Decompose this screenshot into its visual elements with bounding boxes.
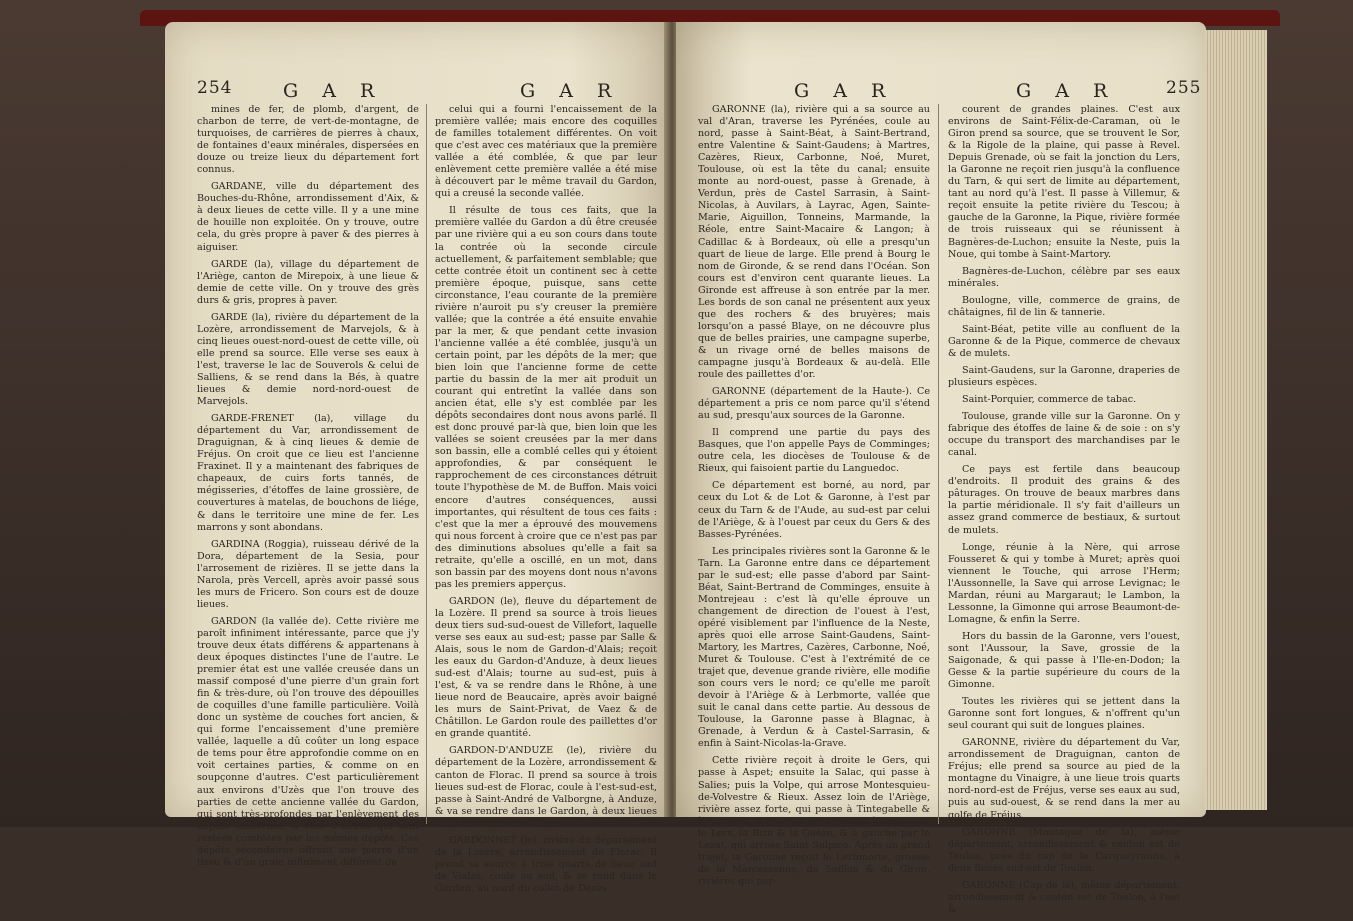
entry-gardonnet: GARDONNET (le), rivière du département de la Lozère, arrondissement de Florac. Il prend sa source à trois quarts de lieue sud de Vialas, coule au sud, & se rend dans le Gardon, au nord du collet de Dezès. <box>435 834 657 894</box>
entry-paragraph: Boulogne, ville, commerce de grains, de châtaignes, fil de lin & tannerie. <box>948 294 1180 318</box>
entry-garde-village: GARDE (la), village du département de l'Ariège, canton de Mirepoix, à une lieue & demie de cette ville. On y trouve des grès durs & gris, propres à paver. <box>197 258 419 306</box>
running-header-left-2: G A R <box>520 80 621 102</box>
entry-gardina: GARDINA (Roggia), ruisseau dérivé de la Dora, département de la Sesia, pour l'arrosement de rizières. Il se jette dans la Narola, près Vercell, après avoir passé sous les murs de Fricero. Son cours est de douze lieues. <box>197 538 419 610</box>
entry-paragraph: Ce pays est fertile dans beaucoup d'endroits. Il produit des grains & des pâturages. On trouve de beaux marbres dans la partie méridionale. Il s'y fait d'ailleurs un assez grand commerce de bestiaux, & surtout de mulets. <box>948 464 1180 536</box>
entry-garonne-var: GARONNE, rivière du département du Var, arrondissement de Draguignan, canton de Fréjus; elle prend sa source au pied de la montagne du Vinaigre, à une lieue trois quarts nord-nord-est de Fréjus, verse ses eaux au sud, puis au sud-ouest, & se rend dans la mer au golfe de Fréjus. <box>948 737 1180 821</box>
entry-paragraph: mines de fer, de plomb, d'argent, de charbon de terre, de vert-de-montagne, de turquoises, de carrières de pierres à chaux, de fontaines d'eaux minérales, dispersées en douze ou treize lieux du département fort connus. <box>197 104 419 176</box>
right-page-column-2 <box>948 104 1180 921</box>
entry-paragraph: celui qui a fourni l'encaissement de la première vallée; mais encore des coquilles de familles totalement différentes. On voit que c'est avec ces matériaux que la première vallée a été comblée, & que par leur enlèvement cette première vallée a été mise à découvert par le même travail du Gardon, qui a creusé la seconde vallée. <box>435 104 657 200</box>
column-divider-right <box>938 104 939 824</box>
left-page-column-2 <box>435 104 657 900</box>
entry-paragraph: Cette rivière reçoit à droite le Gers, qui passe à Aspet; ensuite la Salac, qui passe à Salies; puis la Volpe, qui arrose Montesquieu-de-Volvestre & Rieux. Assez loin de l'Ariège, rivière assez forte, qui passe à Tintegabelle & à Auterive, & qui se trouve grossie à droite par le Lers, la Bize & la Guèze, & à gauche par le Lezat, qui arrose Saint-Sulpice. Après un grand trajet, la Garonne reçoit le Lerbmorte, grossie de la Marcassonne, du Seillon & du Giron, rivières qui par- <box>698 755 930 887</box>
running-header-left-1: G A R <box>283 80 384 102</box>
entry-garde-riviere: GARDE (la), rivière du département de la Lozère, arrondissement de Marvejols, & à cinq lieues ouest-nord-ouest de cette ville, où elle prend sa source. Elle verse ses eaux à l'est, traverse le lac de Souverols & celui de Salliens, & se rend dans la Bés, à quatre lieues & demie nord-nord-ouest de Marvejols. <box>197 311 419 408</box>
entry-paragraph: Il résulte de tous ces faits, que la première vallée du Gardon a dû être creusée par une rivière qui a eu son cours dans toute la contrée où la seconde circule actuellement, & parfaitement semblable; que cette contrée étoit un continent sec à cette première époque, puisque, sans cette circonstance, l'eau courante de la première rivière n'auroit pu s'y creuser la première vallée; que la contrée a été ensuite envahie par la mer, & que pendant cette invasion l'ancienne vallée a été comblée, jusqu'à un certain point, par les dépôts de la mer; que bien loin que l'ancienne forme de cette partie du bassin de la mer ait produit un courant qui entretînt la vallée dans son ancien état, elle s'y est comblée par les dépôts secondaires dont nous avons parlé. Il est donc prouvé par-là que, bien loin que les vallées se soient creusées par la mer dans son bassin, elle a comblé celles qui y étoient approfondies, & par conséquent le rapprochement de ces circonstances détruit toute l'hypothèse de M. de Buffon. Mais voici encore d'autres conséquences, aussi importantes, qui résultent de tous ces faits : c'est que la mer a éprouvé des mouvemens qui nous forcent à croire que ce n'est pas par des diminutions absolues qu'elle a fait sa retraite, qu'elle a oscillé, en un mot, dans son bassin par des moyens dont nous n'avons pas les premiers apperçus. <box>435 205 657 590</box>
entry-paragraph: Hors du bassin de la Garonne, vers l'ouest, sont l'Aussour, la Save, grossie de la Saigonade, & qui passe à l'Ile-en-Dodon; la Gesse & la partie supérieure du cours de la Gimonne. <box>948 630 1180 691</box>
left-page <box>165 22 670 894</box>
page-number-left: 254 <box>197 78 233 98</box>
left-page-column-1 <box>197 104 419 874</box>
right-page-column-1 <box>698 104 930 893</box>
entry-paragraph: Il comprend une partie du pays des Basques, que l'on appelle Pays de Comminges; outre cela, les diocèses de Toulouse & de Rieux, qui faisoient partie du Languedoc. <box>698 427 930 475</box>
entry-paragraph: Saint-Béat, petite ville au confluent de la Garonne & de la Pique, commerce de chevaux & de mulets. <box>948 323 1180 359</box>
running-header-right-2: G A R <box>1016 80 1117 102</box>
entry-paragraph: Toulouse, grande ville sur la Garonne. On y fabrique des étoffes de laine & de soie : on s'y occupe du transport des marchandises par le canal. <box>948 411 1180 459</box>
entry-paragraph: Ce département est borné, au nord, par ceux du Lot & de Lot & Garonne, à l'est par ceux du Tarn & de l'Aude, au sud-est par celui de l'Ariège, & à l'ouest par ceux du Gers & des Basses-Pyrénées. <box>698 480 930 540</box>
entry-paragraph: Saint-Gaudens, sur la Garonne, draperies de plusieurs espèces. <box>948 364 1180 388</box>
entry-paragraph: Saint-Porquier, commerce de tabac. <box>962 394 1137 406</box>
entry-gardane: GARDANE, ville du département des Bouches-du-Rhône, arrondissement d'Aix, & à deux lieues de cette ville. Il y a une mine de houille non exploitée. On y trouve, outre cela, du grès propre à paver & des pierres à aiguiser. <box>197 181 419 253</box>
column-divider-left <box>426 104 427 824</box>
page-edges <box>1205 30 1267 810</box>
entry-gardon-anduze: GARDON-D'ANDUZE (le), rivière du département de la Lozère, arrondissement & canton de Florac. Il prend sa source à trois lieues sud-est de Florac, coule à l'est-sud-est, passe à Saint-André de Valborgne, à Anduze, & va se rendre dans le Gardon, à deux lieues deux tiers sud-est d'Alais. <box>435 745 657 829</box>
entry-paragraph: Les principales rivières sont la Garonne & le Tarn. La Garonne entre dans ce département par le sud-est; elle passe d'abord par Saint-Béat, Saint-Bertrand de Comminges, ensuite à Montrejeau : c'est là qu'elle éprouve un changement de direction de l'ouest à l'est, opéré visiblement par l'influence de la Neste, après quoi elle arrose Saint-Gaudens, Saint-Martory, les Martres, Cazères, Carbonne, Noé, Muret & Toulouse. C'est à l'extrémité de ce trajet que, devenue grande rivière, elle modifie son cours vers le nord; ce qu'elle me paroît devoir à l'Ariège & à Lerbmorte, vallée que suit le canal dans cette partie. Au dessous de Toulouse, la Garonne passe à Blagnac, à Grenade, à Verdun & à Castel-Sarrasin, & enfin à Saint-Nicolas-la-Grave. <box>698 545 930 750</box>
right-page <box>676 22 1206 915</box>
entry-paragraph: Toutes les rivières qui se jettent dans la Garonne sont fort longues, & n'offrent qu'un seul courant qui suit de longues plaines. <box>948 696 1180 732</box>
entry-haute-garonne: GARONNE (département de la Haute-). Ce département a pris ce nom parce qu'il s'étend au sud, presqu'aux sources de la Garonne. <box>698 386 930 422</box>
entry-paragraph: Longe, réunie à la Nère, qui arrose Fousseret & qui y tombe à Muret; après quoi viennent le Touche, qui arrose l'Herm; l'Aussonnelle, la Save qui arrose Levignac; le Mardan, réuni au Margaraut; le Lambon, la Lessonne, la Gimonne qui arrose Beaumont-de-Lomagne, & enfin la Serre. <box>948 541 1180 625</box>
page-number-right: 255 <box>1166 78 1202 98</box>
entry-gardon-vallee: GARDON (la vallée de). Cette rivière me paroît infiniment intéressante, parce que j'y trouve deux états différens & appartenans à deux époques distinctes l'une de l'autre. Le premier état est une vallée creusée dans un massif composé d'une pierre d'un grain fort fin & très-dure, où l'on trouve des dépouilles de coquilles d'une famille particulière. Voilà donc un système de couches fort ancien, & qui forme l'encaissement d'une première vallée, laquelle a dû coûter un long espace de tems pour être approfondie comme on en voit certaines parties, & comme on en soupçonne d'autres. C'est particulièrement aux environs d'Uzès que l'on trouve des parties de cette ancienne vallée du Gardon, qui sont très-profondes par l'enlèvement des dépôts modernes, à côté d'autres qui sont restées comblées par les mêmes dépôts. Ces dépôts secondaires offrent une pierre d'un tissu & d'un grain infiniment différent de <box>197 615 419 868</box>
running-header-right-1: G A R <box>794 80 895 102</box>
entry-gardon-fleuve: GARDON (le), fleuve du département de la Lozère. Il prend sa source à trois lieues deux tiers sud-sud-ouest de Villefort, laquelle verse ses eaux au sud-est; passe par Salle & Alais, sous le nom de Gardon-d'Alais; reçoit les eaux du Gardon-d'Anduze, à deux lieues sud-est d'Alais; tourne au sud-est, puis à l'est, & va se rendre dans le Rhône, à une lieue nord de Beaucaire, après avoir baigné les murs de Saint-Privat, de Vaez & de Châtillon. Le Gardon roule des paillettes d'or en grande quantité. <box>435 595 657 740</box>
entry-garonne-montagne: GARONNE (Montagne de la), même département, arrondissement & canton est de Toulon, près du cap de la Carqueyranne, à deux lieues sud-est de Toulon. <box>948 826 1180 874</box>
entry-paragraph: courent de grandes plaines. C'est aux environs de Saint-Félix-de-Caraman, où le Giron prend sa source, que se trouvent le Sor, & la Rigole de la plaine, qui passe à Revel. Depuis Grenade, où se fait la jonction du Lers, la Garonne ne reçoit rien jusqu'à la confluence du Tarn, & qui sert de limite au département, tant au nord qu'à l'est. Il passe à Villemur, & reçoit ensuite la petite rivière du Tescou; à gauche de la Garonne, la Pique, rivière formée de trois ruisseaux qui se réunissent à Bagnères-de-Luchon; ensuite la Neste, puis la Noue, qui tombe à Saint-Martory. <box>948 104 1180 260</box>
entry-garonne-cap: GARONNE (Cap de la), même département, arrondissement & canton est de Toulon, à l'est & <box>948 879 1180 915</box>
entry-garde-frenet: GARDE-FRENET (la), village du département du Var, arrondissement de Draguignan, & à cinq lieues & demie de Fréjus. On croit que ce lieu est l'ancienne Fraxinet. Il y a maintenant des fabriques de chapeaux, de cuirs forts tannés, de mégisseries, d'étoffes de laine grossière, de couvertures à matelas, de bouchons de liége, & dans le territoire une mine de fer. Les marrons y sont abondans. <box>197 413 419 533</box>
entry-garonne-riviere: GARONNE (la), rivière qui a sa source au val d'Aran, traverse les Pyrénées, coule au nord, passe à Saint-Béat, à Saint-Bertrand, entre Valentine & Saint-Gaudens; à Martres, Cazères, Rieux, Carbonne, Noé, Muret, Toulouse, où est la tête du canal; ensuite monte au nord-ouest, passe à Grenade, à Verdun, près de Castel Sarrasin, à Saint-Nicolas, à Auvilars, à Layrac, Agen, Sainte-Marie, Aiguillon, Tonneins, Marmande, la Réole, entre Saint-Macaire & Langon; à Cadillac & à Bordeaux, où elle a presqu'un quart de lieue de large. Elle prend à Bourg le nom de Gironde, & se rend dans l'Océan. Son cours est d'environ cent quarante lieues. La Gironde est affreuse à son entrée par la mer. Les bords de son canal ne présentent aux yeux que des rochers & des bruyères; mais lorsqu'on a passé Blaye, on ne découvre plus que de belles prairies, une campagne superbe, & un rivage orné de belles maisons de campagne jusqu'à Bordeaux & au-delà. Elle roule des paillettes d'or. <box>698 104 930 381</box>
entry-paragraph: Bagnères-de-Luchon, célèbre par ses eaux minérales. <box>948 265 1180 289</box>
